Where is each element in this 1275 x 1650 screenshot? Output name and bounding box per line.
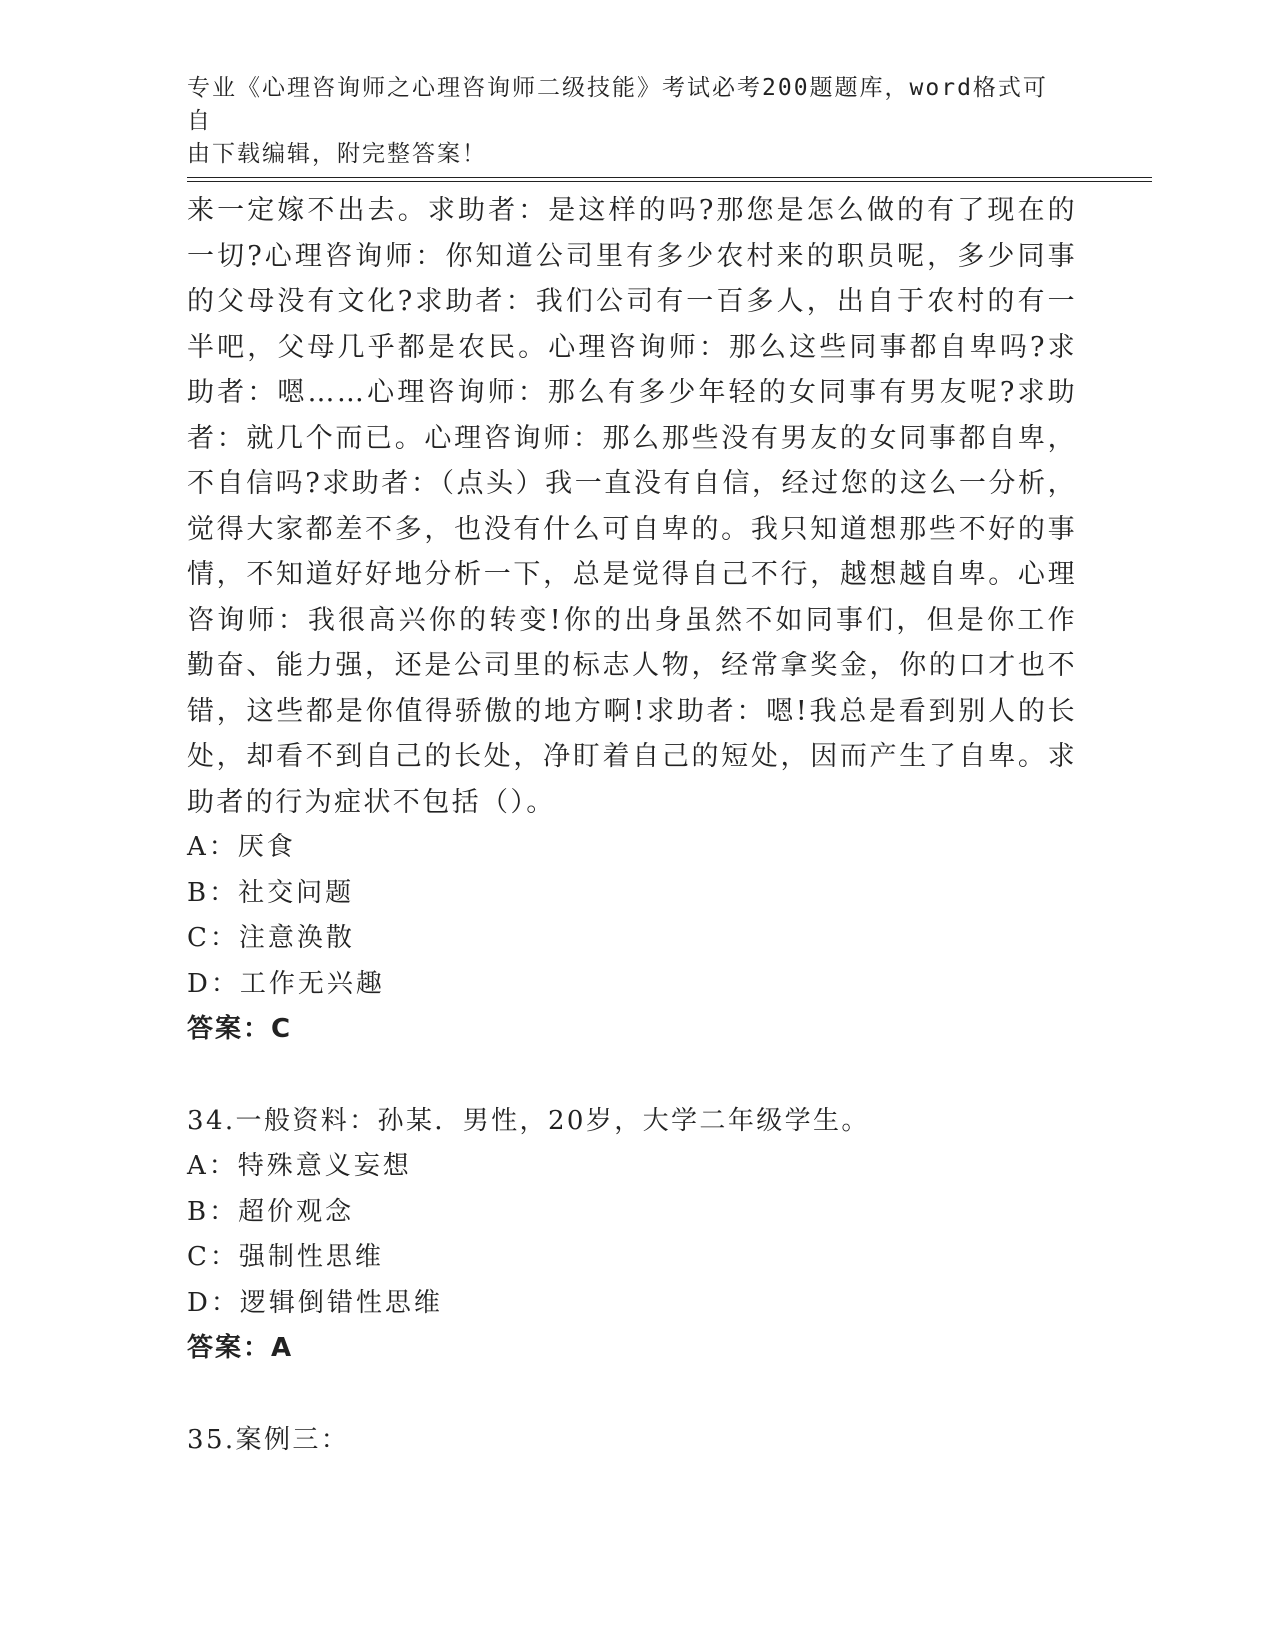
question-33-answer: 答案：C	[187, 1014, 293, 1044]
question-33-option-b: B：社交问题	[187, 877, 355, 908]
question-33-option-c: C：注意涣散	[187, 923, 355, 953]
document-header	[187, 72, 1067, 171]
header-divider-top	[187, 177, 1152, 178]
header-line-1: 专业《心理咨询师之心理咨询师二级技能》考试必考200题题库，word格式可自	[187, 75, 1048, 134]
question-34-option-d: D：逻辑倒错性思维	[187, 1287, 443, 1318]
header-divider-bottom	[187, 181, 1152, 182]
question-34-answer: 答案：A	[187, 1333, 294, 1363]
question-35-title: 35.案例三：	[187, 1424, 350, 1455]
header-line-2: 由下载编辑，附完整答案！	[187, 141, 487, 167]
question-33-passage: 来一定嫁不出去。求助者：是这样的吗?那您是怎么做的有了现在的一切?心理咨询师：你知道公司里有多少农村来的职员呢，多少同事的父母没有文化?求助者：我们公司有一百多人，出自于农村的有一半吧，父母几乎都是农民。心理咨询师：那么这些同事都自卑吗?求助者：嗯……心理咨询师：那么有多少年轻的女同事有男友呢?求助者：就几个而已。心理咨询师：那么那些没有男友的女同事都自卑，不自信吗?求助者：（点头）我一直没有自信，经过您的这么一分析，觉得大家都差不多，也没有什么可自卑的。我只知道想那些不好的事情，不知道好好地分析一下，总是觉得自己不行，越想越自卑。心理咨询师：我很高兴你的转变!你的出身虽然不如同事们，但是你工作勤奋、能力强，还是公司里的标志人物，经常拿奖金，你的口才也不错，这些都是你值得骄傲的地方啊!求助者：嗯!我总是看到别人的长处，却看不到自己的长处，净盯着自己的短处，因而产生了自卑。求助者的行为症状不包括（）。	[187, 195, 1077, 818]
question-34-title: 34.一般资料：孙某．男性，20岁，大学二年级学生。	[187, 1105, 870, 1136]
question-33-option-d: D：工作无兴趣	[187, 968, 385, 999]
question-spacer	[187, 1372, 1077, 1418]
question-spacer	[187, 1053, 1077, 1099]
question-34-option-b: B：超价观念	[187, 1196, 355, 1227]
question-34-option-c: C：强制性思维	[187, 1242, 384, 1272]
question-33-option-a: A：厌食	[187, 832, 296, 862]
question-34-option-a: A：特殊意义妄想	[187, 1151, 412, 1181]
document-body	[187, 188, 1077, 1463]
